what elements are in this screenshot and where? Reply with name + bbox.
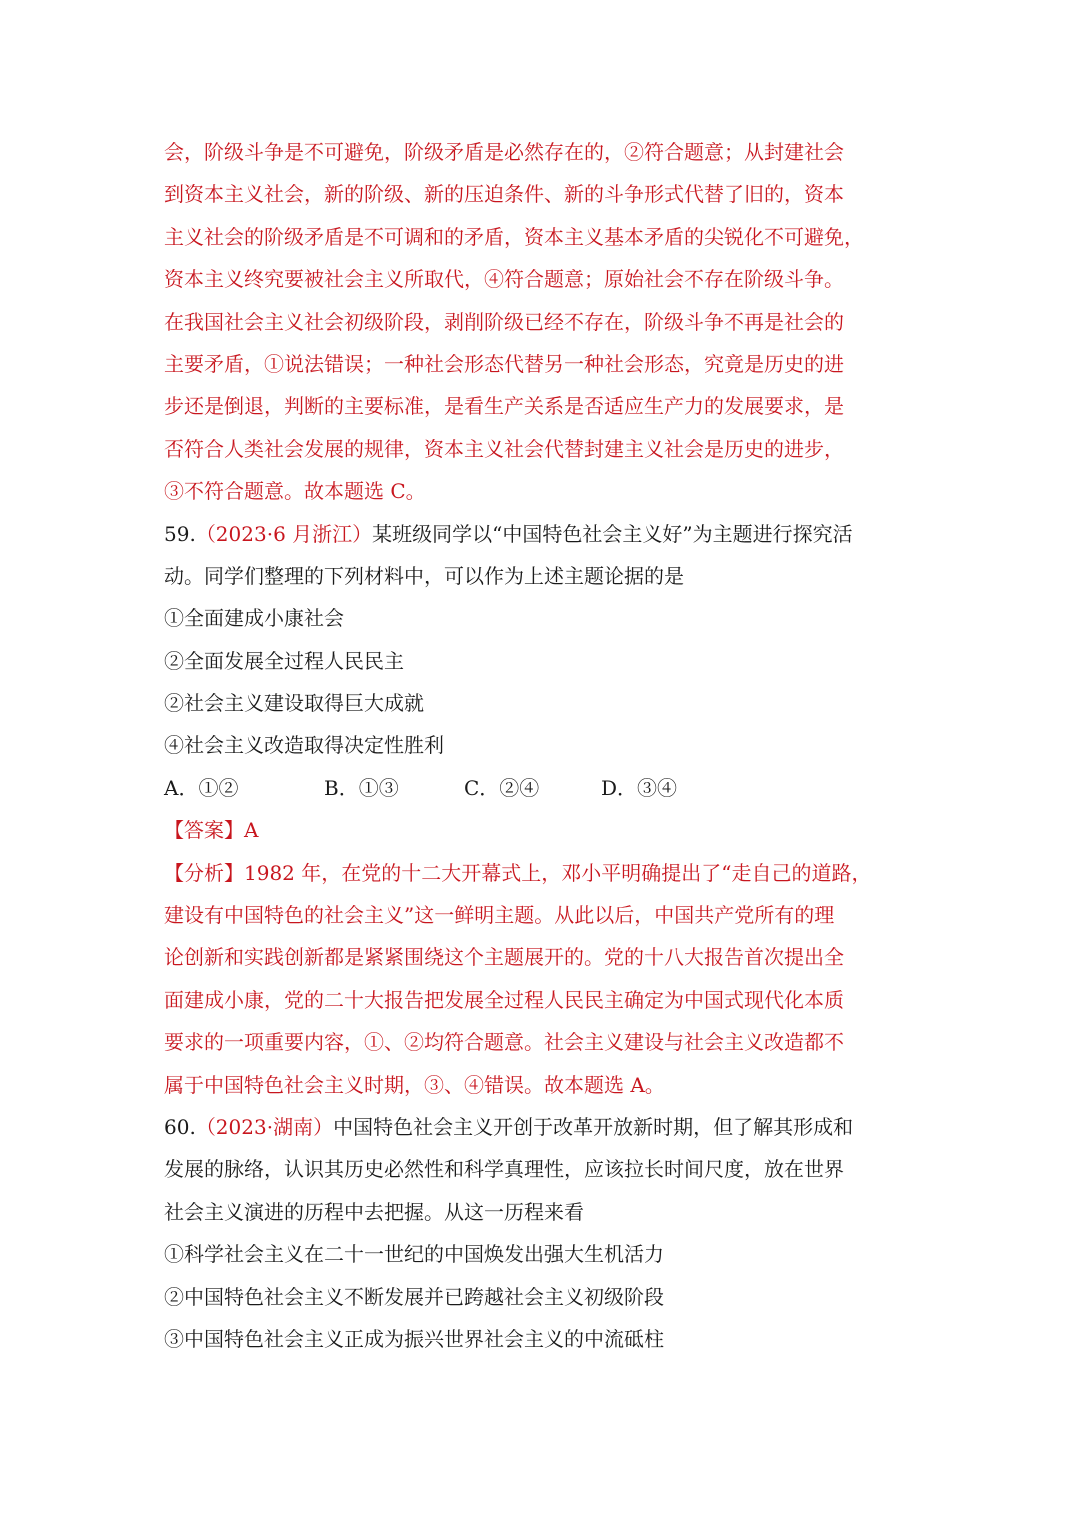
option-b: B．①③ <box>324 775 399 800</box>
q59-options <box>164 767 924 809</box>
q59-analysis-line: 面建成小康，党的二十大报告把发展全过程人民民主确定为中国式现代化本质 <box>164 987 844 1012</box>
explanation-line: ③不符合题意。故本题选 C。 <box>164 479 426 504</box>
explanation-line: 资本主义终究要被社会主义所取代，④符合题意；原始社会不存在阶级斗争。 <box>164 267 844 292</box>
answer-value: A <box>244 818 259 843</box>
option-a: A．①② <box>164 775 239 800</box>
q59-item: ②社会主义建设取得巨大成就 <box>164 691 424 716</box>
q60-stem-line <box>164 1106 924 1148</box>
q60-stem-line: 发展的脉络，认识其历史必然性和科学真理性，应该拉长时间尺度，放在世界 <box>164 1157 844 1182</box>
q59-analysis-line <box>164 852 924 894</box>
q60-item: ②中国特色社会主义不断发展并已跨越社会主义初级阶段 <box>164 1284 664 1309</box>
explanation-line: 主要矛盾，①说法错误；一种社会形态代替另一种社会形态，究竟是历史的进 <box>164 351 844 376</box>
answer-tag: 【答案】 <box>164 818 244 843</box>
q60-number: 60. <box>164 1114 196 1139</box>
analysis-tag: 【分析】 <box>164 860 244 885</box>
q59-analysis-line: 论创新和实践创新都是紧紧围绕这个主题展开的。党的十八大报告首次提出全 <box>164 945 844 970</box>
q59-answer <box>164 809 924 851</box>
q59-analysis-line: 建设有中国特色的社会主义”这一鲜明主题。从此以后，中国共产党所有的理 <box>164 903 835 928</box>
q60-item: ③中国特色社会主义正成为振兴世界社会主义的中流砥柱 <box>164 1326 664 1351</box>
q60-source: （2023·湖南） <box>195 1114 334 1139</box>
document-content <box>164 131 924 1360</box>
q59-item: ①全面建成小康社会 <box>164 606 344 631</box>
q59-stem-line <box>164 513 924 555</box>
option-c: C．②④ <box>464 775 540 800</box>
q59-stem-text: 某班级同学以“中国特色社会主义好”为主题进行探究活 <box>372 521 853 546</box>
explanation-line: 会，阶级斗争是不可避免，阶级矛盾是必然存在的，②符合题意；从封建社会 <box>164 140 844 164</box>
q59-stem-line: 动。同学们整理的下列材料中，可以作为上述主题论据的是 <box>164 563 684 588</box>
q59-number: 59. <box>164 521 196 546</box>
q59-source: （2023·6 月浙江） <box>195 521 373 546</box>
explanation-line: 到资本主义社会，新的阶级、新的压迫条件、新的斗争形式代替了旧的，资本 <box>164 182 844 207</box>
explanation-line: 步还是倒退，判断的主要标准，是看生产关系是否适应生产力的发展要求，是 <box>164 394 844 419</box>
explanation-line: 否符合人类社会发展的规律，资本主义社会代替封建主义社会是历史的进步， <box>164 436 844 461</box>
q59-item: ②全面发展全过程人民民主 <box>164 648 404 673</box>
q59-analysis-line: 属于中国特色社会主义时期，③、④错误。故本题选 A。 <box>164 1072 665 1097</box>
explanation-line: 在我国社会主义社会初级阶段，剥削阶级已经不存在，阶级斗争不再是社会的 <box>164 309 844 334</box>
q60-stem-line: 社会主义演进的历程中去把握。从这一历程来看 <box>164 1199 584 1224</box>
q59-analysis-line: 要求的一项重要内容，①、②均符合题意。社会主义建设与社会主义改造都不 <box>164 1030 844 1055</box>
q59-item: ④社会主义改造取得决定性胜利 <box>164 733 444 758</box>
q60-stem-text: 中国特色社会主义开创于改革开放新时期，但了解其形成和 <box>333 1114 854 1139</box>
q60-item: ①科学社会主义在二十一世纪的中国焕发出强大生机活力 <box>164 1242 664 1267</box>
option-d: D．③④ <box>601 775 678 800</box>
analysis-text: 1982 年，在党的十二大开幕式上，邓小平明确提出了“走自己的道路， <box>244 860 872 885</box>
explanation-line: 主义社会的阶级矛盾是不可调和的矛盾，资本主义基本矛盾的尖锐化不可避免， <box>164 224 864 249</box>
